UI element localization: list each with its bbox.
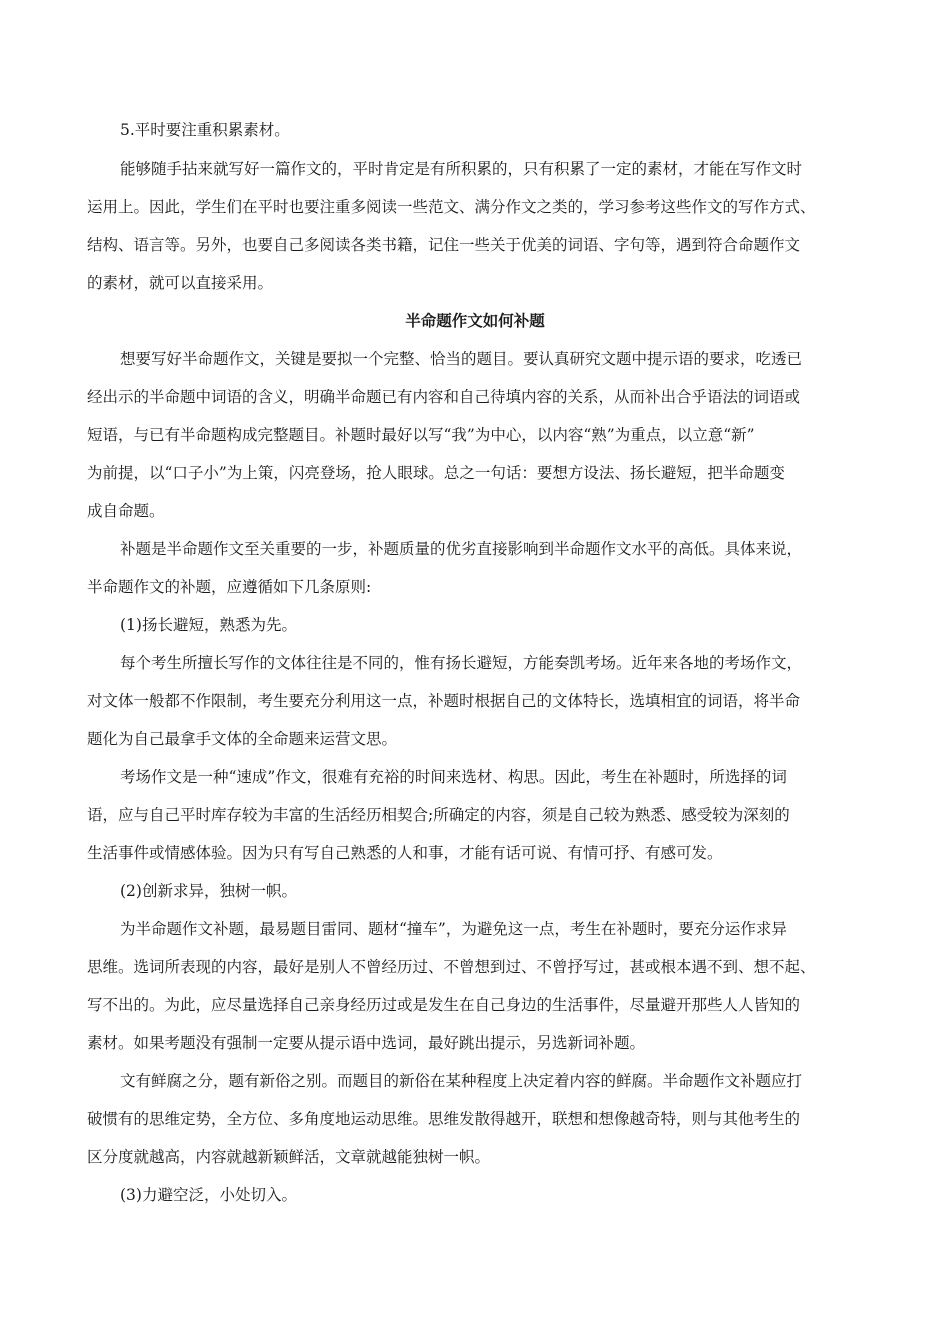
paragraph-line: 区分度就越高，内容就越新颖鲜活，文章就越能独树一帜。 [87, 1148, 491, 1166]
paragraph-line: 能够随手拈来就写好一篇作文的，平时肯定是有所积累的，只有积累了一定的素材，才能在写作文时 [120, 160, 803, 178]
paragraph-line: 文有鲜腐之分，题有新俗之别。而题目的新俗在某种程度上决定着内容的鲜腐。半命题作文补题应打 [120, 1072, 803, 1090]
section-title: 半命题作文如何补题 [405, 312, 545, 330]
paragraph-line: 成自命题。 [87, 502, 165, 520]
paragraph-line: 想要写好半命题作文，关键是要拟一个完整、恰当的题目。要认真研究文题中提示语的要求，吃透已 [120, 350, 803, 368]
paragraph-line: 经出示的半命题中词语的含义，明确半命题已有内容和自己待填内容的关系，从而补出合乎语法的词语或 [87, 388, 801, 406]
paragraph-line: 补题是半命题作文至关重要的一步，补题质量的优劣直接影响到半命题作文水平的高低。具体来说， [120, 540, 803, 558]
paragraph-line: 思维。选词所表现的内容，最好是别人不曾经历过、不曾想到过、不曾抒写过，甚或根本遇不到、想不起、 [87, 958, 816, 976]
paragraph-line: 运用上。因此，学生们在平时也要注重多阅读一些范文、满分作文之类的，学习参考这些作文的写作方式、 [87, 198, 816, 216]
paragraph-line: 生活事件或情感体验。因为只有写自己熟悉的人和事，才能有话可说、有情可抒、有感可发。 [87, 844, 723, 862]
paragraph-line: 结构、语言等。另外，也要自己多阅读各类书籍，记住一些关于优美的词语、字句等，遇到符合命题作文 [87, 236, 801, 254]
list-item-heading: 5.平时要注重积累素材。 [120, 121, 290, 139]
list-item-heading: (3)力避空泛，小处切入。 [120, 1186, 297, 1204]
paragraph-line: 写不出的。为此，应尽量选择自己亲身经历过或是发生在自己身边的生活事件，尽量避开那些人人皆知的 [87, 996, 801, 1014]
paragraph-line: 破惯有的思维定势，全方位、多角度地运动思维。思维发散得越开，联想和想像越奇特，则与其他考生的 [87, 1110, 801, 1128]
paragraph-line: 短语，与已有半命题构成完整题目。补题时最好以写“我”为中心，以内容“熟”为重点，以立意“新” [87, 426, 755, 444]
paragraph-line: 考场作文是一种“速成”作文，很难有充裕的时间来选材、构思。因此，考生在补题时，所选择的词 [120, 768, 787, 786]
paragraph-line: 半命题作文的补题，应遵循如下几条原则: [87, 578, 372, 596]
paragraph-line: 为半命题作文补题，最易题目雷同、题材“撞车”，为避免这一点，考生在补题时，要充分运作求异 [120, 920, 787, 938]
paragraph-line: 为前提，以“口子小”为上策，闪亮登场，抢人眼球。总之一句话：要想方设法、扬长避短，把半命题变 [87, 464, 785, 482]
paragraph-line: 的素材，就可以直接采用。 [87, 274, 274, 292]
list-item-heading: (1)扬长避短，熟悉为先。 [120, 616, 297, 634]
paragraph-line: 每个考生所擅长写作的文体往往是不同的，惟有扬长避短，方能奏凯考场。近年来各地的考场作文， [120, 654, 803, 672]
paragraph-line: 素材。如果考题没有强制一定要从提示语中选词，最好跳出提示，另选新词补题。 [87, 1034, 646, 1052]
paragraph-line: 语，应与自己平时库存较为丰富的生活经历相契合;所确定的内容，须是自己较为熟悉、感受较为深刻的 [87, 806, 790, 824]
paragraph-line: 题化为自己最拿手文体的全命题来运营文思。 [87, 730, 398, 748]
list-item-heading: (2)创新求异，独树一帜。 [120, 882, 297, 900]
paragraph-line: 对文体一般都不作限制，考生要充分利用这一点，补题时根据自己的文体特长，选填相宜的词语，将半命 [87, 692, 801, 710]
